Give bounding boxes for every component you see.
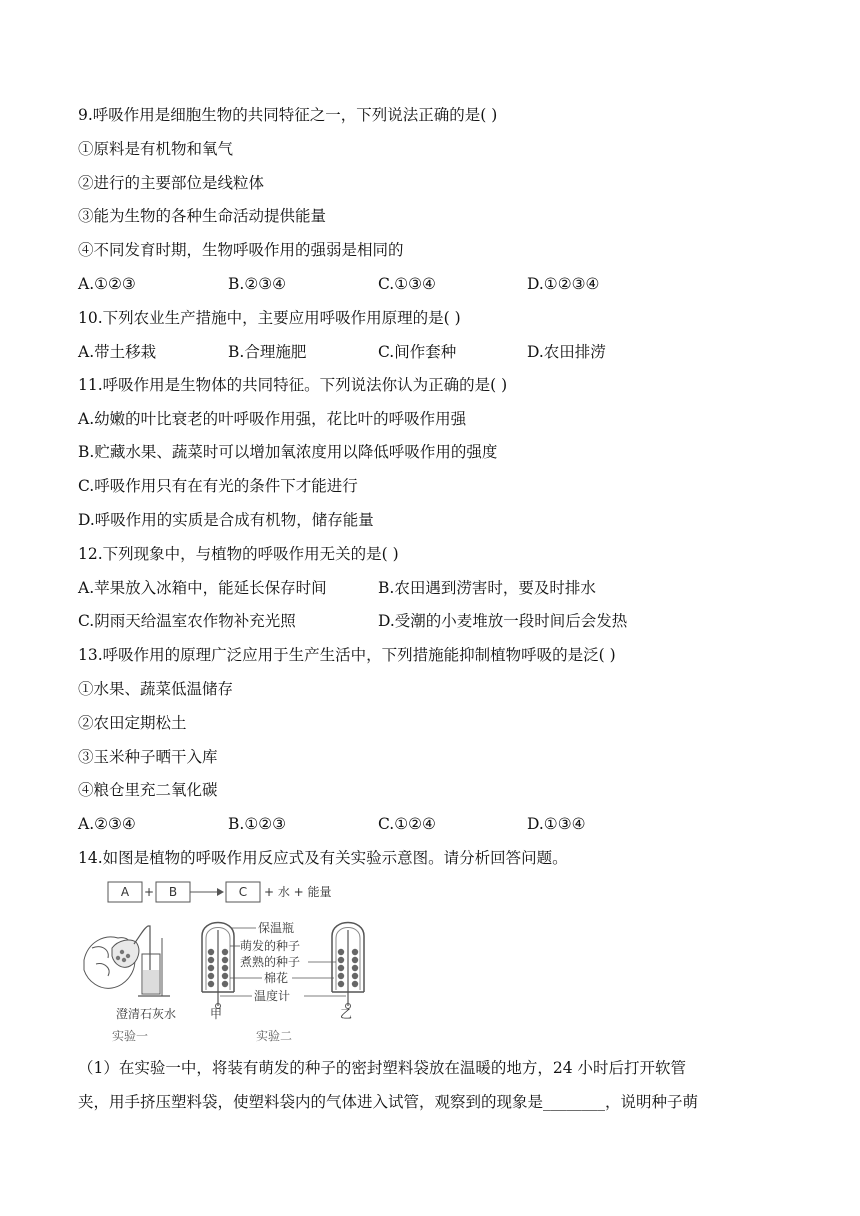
reaction-equation [108, 882, 332, 902]
question-11-option-a: A.幼嫩的叶比衰老的叶呼吸作用强，花比叶的呼吸作用强 [78, 410, 467, 428]
label-thermos: 保温瓶 [258, 921, 295, 935]
experiment-figure [78, 878, 378, 1046]
question-11-option-c: C.呼吸作用只有在有光的条件下才能进行 [78, 477, 358, 495]
finger-lines [92, 947, 109, 976]
question-12-option-b: B.农田遇到涝害时，要及时排水 [378, 579, 596, 597]
experiment-one-apparatus [84, 926, 176, 1043]
question-9-stem: 9.呼吸作用是细胞生物的共同特征之一，下列说法正确的是( ) [78, 106, 498, 124]
question-9-option-d: D.①②③④ [527, 275, 600, 293]
question-10-option-c: C.间作套种 [378, 343, 457, 361]
label-limewater: 澄清石灰水 [116, 1007, 177, 1021]
question-13-item-3: ③玉米种子晒干入库 [78, 748, 218, 766]
plus-sign: + [143, 885, 155, 899]
question-9-item-4: ④不同发育时期，生物呼吸作用的强弱是相同的 [78, 241, 404, 259]
question-10-option-a: A.带土移栽 [78, 343, 157, 361]
question-9-option-b: B.②③④ [228, 275, 287, 293]
question-9-item-3: ③能为生物的各种生命活动提供能量 [78, 207, 327, 225]
question-14-stem: 14.如图是植物的呼吸作用反应式及有关实验示意图。请分析回答问题。 [78, 849, 568, 867]
question-11-option-d: D.呼吸作用的实质是合成有机物，储存能量 [78, 511, 374, 529]
question-13-item-2: ②农田定期松土 [78, 714, 187, 732]
experiment-two-apparatus [202, 921, 364, 1043]
question-9-option-a: A.①②③ [78, 275, 136, 293]
box-b-label: B [168, 885, 178, 899]
question-9-option-c: C.①③④ [378, 275, 436, 293]
label-germinating-seeds: 萌发的种子 [240, 939, 301, 953]
box-c-label: C [238, 885, 248, 899]
question-9-item-1: ①原料是有机物和氧气 [78, 140, 234, 158]
label-jia: 甲 [210, 1007, 223, 1021]
question-12-option-a: A.苹果放入冰箱中，能延长保存时间 [78, 579, 327, 597]
box-a-label: A [120, 885, 130, 899]
question-12-stem: 12.下列现象中，与植物的呼吸作用无关的是( ) [78, 545, 399, 563]
question-11-stem: 11.呼吸作用是生物体的共同特征。下列说法你认为正确的是( ) [78, 376, 508, 394]
question-13-item-4: ④粮仓里充二氧化碳 [78, 781, 218, 799]
question-13-option-c: C.①②④ [378, 815, 436, 833]
label-thermometer: 温度计 [254, 989, 291, 1003]
question-13-option-a: A.②③④ [78, 815, 136, 833]
question-14-sub1-line2: 夹，用手挤压塑料袋，使塑料袋内的气体进入试管，观察到的现象是________，说明种子萌 [78, 1093, 699, 1111]
limewater-fill [143, 970, 159, 993]
equation-tail: + 水 + 能量 [264, 885, 332, 899]
question-13-item-1: ①水果、蔬菜低温储存 [78, 680, 234, 698]
arrow-head [217, 888, 224, 896]
question-10-option-b: B.合理施肥 [228, 343, 307, 361]
question-12-option-c: C.阴雨天给温室农作物补充光照 [78, 612, 296, 630]
label-cotton: 棉花 [264, 971, 289, 985]
label-experiment-two: 实验二 [256, 1029, 293, 1043]
question-13-stem: 13.呼吸作用的原理广泛应用于生产生活中，下列措施能抑制植物呼吸的是泛( ) [78, 646, 616, 664]
label-experiment-one: 实验一 [112, 1029, 149, 1043]
question-14-sub1-line1: （1）在实验一中，将装有萌发的种子的密封塑料袋放在温暖的地方，24 小时后打开软管 [78, 1059, 687, 1077]
question-11-option-b: B.贮藏水果、蔬菜时可以增加氧浓度用以降低呼吸作用的强度 [78, 443, 498, 461]
question-12-option-d: D.受潮的小麦堆放一段时间后会发热 [378, 612, 628, 630]
label-cooked-seeds: 煮熟的种子 [240, 955, 301, 969]
question-10-stem: 10.下列农业生产措施中，主要应用呼吸作用原理的是( ) [78, 309, 461, 327]
question-13-option-d: D.①③④ [527, 815, 586, 833]
question-10-option-d: D.农田排涝 [527, 343, 606, 361]
question-9-item-2: ②进行的主要部位是线粒体 [78, 174, 265, 192]
label-yi: 乙 [340, 1007, 353, 1021]
question-13-option-b: B.①②③ [228, 815, 287, 833]
